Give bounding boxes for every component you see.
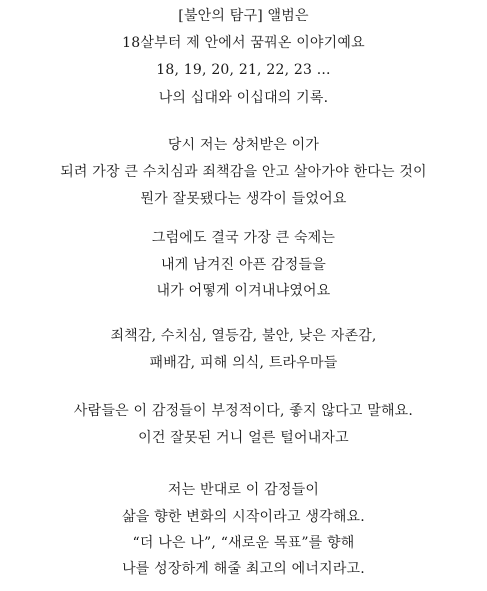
paragraph-5-line-2: 이건 잘못된 거니 얼른 털어내자고 [138, 430, 349, 446]
paragraph-3-line-2: 내게 남겨진 아픈 감정들을 [161, 257, 326, 273]
paragraph-4-line-2: 패배감, 피해 의식, 트라우마들 [149, 355, 338, 371]
paragraph-6-line-2: 삶을 향한 변화의 시작이라고 생각해요. [122, 509, 365, 525]
paragraph-6-line-3: “더 나은 나”, “새로운 목표”를 향해 [132, 535, 355, 551]
paragraph-2-line-1: 당시 저는 상처받은 이가 [167, 137, 320, 153]
paragraph-1-line-2: 18살부터 제 안에서 꿈꿔온 이야기예요 [122, 35, 365, 51]
paragraph-3-line-3: 내가 어떻게 이겨내냐였어요 [156, 283, 331, 299]
paragraph-6-line-4: 나를 성장하게 해줄 최고의 에너지라고. [122, 561, 365, 577]
paragraph-3-line-1: 그럼에도 결국 가장 큰 숙제는 [151, 230, 336, 246]
paragraph-5-line-1: 사람들은 이 감정들이 부정적이다, 좋지 않다고 말해요. [73, 403, 414, 419]
paragraph-1-line-3: 18, 19, 20, 21, 22, 23 ... [156, 62, 331, 78]
paragraph-2-line-3: 뭔가 잘못됐다는 생각이 들었어요 [140, 191, 347, 207]
paragraph-1-line-4: 나의 십대와 이십대의 기록. [158, 90, 329, 106]
paragraph-2-line-2: 되려 가장 큰 수치심과 죄책감을 안고 살아가야 한다는 것이 [60, 164, 427, 180]
paragraph-6-line-1: 저는 반대로 이 감정들이 [167, 482, 320, 498]
paragraph-1-line-1: [불안의 탐구] 앨범은 [178, 8, 309, 24]
paragraph-4-line-1: 죄책감, 수치심, 열등감, 불안, 낮은 자존감, [110, 328, 377, 344]
